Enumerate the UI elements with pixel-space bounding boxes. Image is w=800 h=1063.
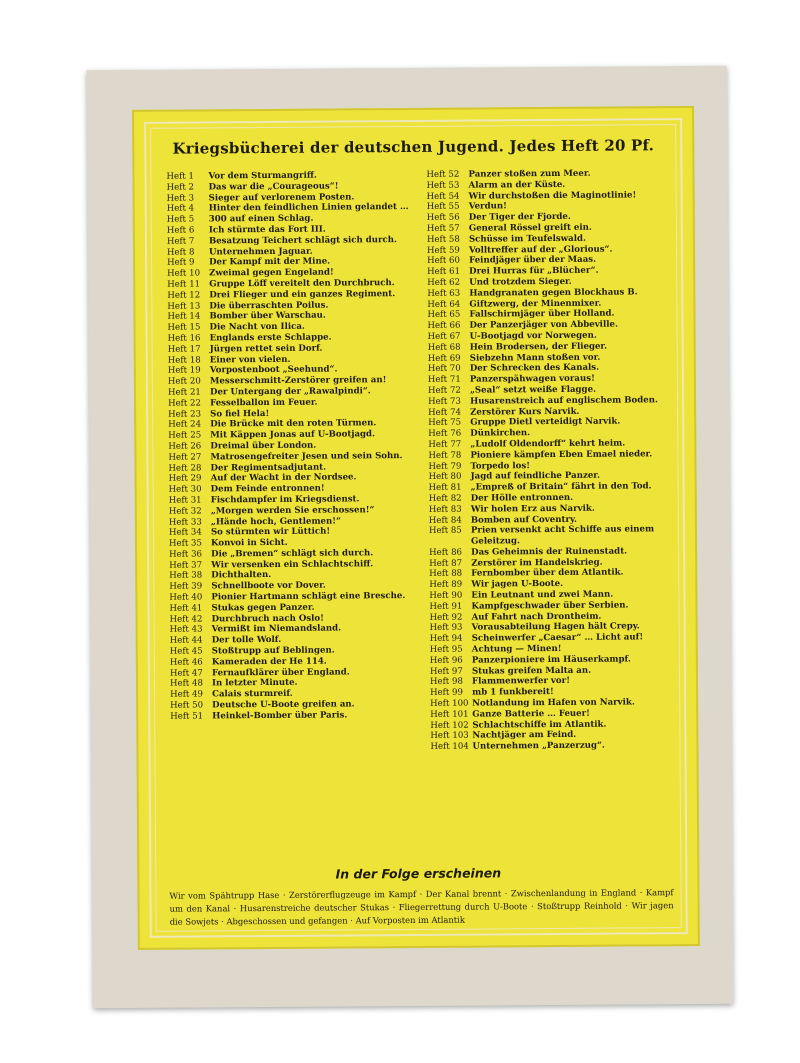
issue-number: Heft 64: [427, 299, 461, 310]
issue-number: Heft 72: [427, 385, 461, 396]
issue-number: Heft 37: [169, 560, 203, 571]
issue-title: Stukas greifen Malta an.: [471, 665, 592, 677]
issue-number: Heft 8: [166, 247, 195, 258]
issue-number: Heft 104: [430, 741, 469, 753]
issue-title: Die „Bremen“ schlägt sich durch.: [211, 548, 374, 560]
issue-number: Heft 19: [167, 365, 201, 377]
issue-title: Vorausabteilung Hagen hält Crepy.: [471, 621, 640, 634]
issue-title: Vorpostenboot „Seehund“.: [209, 364, 338, 376]
issue-number: Heft 88: [429, 569, 463, 580]
issue-title: Unternehmen Jaguar.: [208, 246, 313, 257]
issue-title: Der Tiger der Fjorde.: [468, 212, 571, 223]
issue-number: Heft 93: [429, 623, 463, 634]
issue-number: Heft 36: [169, 549, 203, 560]
issue-title: Fallschirmjäger über Holland.: [469, 308, 615, 320]
issue-title: Wir versenken ein Schlachtschiff.: [211, 558, 374, 571]
issue-title: „Morgen werden Sie erschossen!“: [210, 504, 375, 517]
issue-number: Heft 82: [428, 493, 462, 504]
issue-number: Heft 10: [167, 268, 201, 279]
issue-entry: [430, 740, 680, 753]
issue-title: Wir jagen U-Boote.: [471, 579, 564, 590]
issue-number: Heft 29: [168, 473, 202, 484]
issue-number: Heft 98: [429, 677, 463, 688]
issue-number: Heft 86: [429, 547, 463, 558]
issue-number: Heft 1: [166, 171, 194, 182]
issue-number: Heft 78: [428, 450, 462, 461]
issue-number: Heft 57: [426, 223, 460, 234]
upcoming-titles: Wir vom Spähtrupp Hase · Zerstörerflugzeuge im Kampf · Der Kanal brennt · Zwischenlandung in England · Kampf um den Kanal · Husarenstreiche deutscher Stukas · Fliegerrettung durch U-Boote · Stoßtrupp Reinhold · Wir jagen die Sowjets · Abgeschossen und gefangen · Auf Vorposten im Atlantik: [169, 887, 674, 927]
issue-title: Ich stürmte das Fort III.: [208, 224, 326, 236]
issue-title: Siebzehn Mann stoßen vor.: [469, 352, 601, 364]
issue-number: Heft 66: [427, 320, 461, 332]
issue-column-left: [166, 170, 420, 722]
issue-title: Torpedo los!: [470, 460, 531, 472]
issue-number: Heft 38: [169, 570, 203, 582]
issue-title: Dünkirchen.: [470, 428, 531, 439]
issue-title: Flammenwerfer vor!: [471, 676, 570, 688]
issue-title: Heinkel-Bomber über Paris.: [212, 710, 348, 722]
issue-title: Prien versenkt acht Schiffe aus einem Geleitzug.: [470, 524, 655, 547]
issue-number: Heft 41: [169, 603, 203, 614]
issue-title: Die überraschten Poilus.: [209, 300, 329, 311]
issue-number: Heft 60: [427, 256, 461, 267]
issue-number: Heft 20: [167, 376, 201, 387]
issue-number: Heft 51: [170, 711, 204, 722]
yellow-title-panel: [132, 106, 700, 950]
issue-number: Heft 16: [167, 333, 201, 344]
issue-number: Heft 74: [428, 407, 462, 418]
issue-title: Gruppe Dietl verteidigt Narvik.: [470, 416, 621, 428]
issue-title: Wir durchstoßen die Maginotlinie!: [468, 190, 637, 202]
issue-title: Vermißt im Niemandsland.: [211, 623, 342, 635]
issue-number: Heft 11: [167, 279, 201, 290]
issue-number: Heft 92: [429, 612, 463, 623]
issue-number: Heft 67: [427, 331, 461, 342]
issue-title: Dreimal über London.: [210, 440, 317, 452]
issue-number: Heft 62: [427, 277, 461, 288]
issue-title: Sieger auf verlorenem Posten.: [208, 191, 355, 203]
issue-number: Heft 103: [430, 731, 469, 742]
issue-number: Heft 14: [167, 311, 201, 323]
issue-title: U-Bootjagd vor Norwegen.: [469, 330, 597, 342]
issue-column-right: [426, 168, 680, 753]
issue-title: Achtung — Minen!: [471, 644, 562, 655]
issue-title: Notlandung im Hafen von Narvik.: [472, 697, 635, 709]
issue-number: Heft 65: [427, 310, 461, 321]
issue-number: Heft 58: [426, 234, 460, 245]
issue-number: Heft 85: [428, 525, 462, 537]
issue-number: Heft 25: [168, 430, 202, 441]
issue-title: Jürgen rettet sein Dorf.: [209, 343, 323, 355]
issue-title: Verdun!: [468, 201, 507, 212]
issue-number: Heft 69: [427, 353, 461, 364]
issue-title: Deutsche U-Boote greifen an.: [212, 699, 355, 711]
issue-number: Heft 15: [167, 322, 201, 333]
issue-title: Der Panzerjäger von Abbeville.: [469, 319, 618, 331]
issue-number: Heft 31: [168, 495, 202, 506]
issue-title: 300 auf einen Schlag.: [208, 213, 314, 225]
issue-title: Panzerspähwagen voraus!: [469, 373, 595, 385]
issue-title: Kameraden der He 114.: [211, 656, 327, 668]
issue-title: Handgranaten gegen Blockhaus B.: [469, 287, 638, 299]
issue-title: Bomben auf Coventry.: [470, 514, 578, 526]
issue-number: Heft 4: [166, 203, 195, 215]
issue-number: Heft 47: [169, 668, 203, 679]
issue-title: Stukas gegen Panzer.: [211, 602, 315, 614]
issue-title: Der Untergang der „Rawalpindi“.: [209, 386, 371, 398]
issue-number: Heft 53: [426, 180, 460, 191]
issue-number: Heft 28: [168, 462, 202, 474]
issue-number: Heft 59: [426, 245, 460, 256]
issue-number: Heft 12: [167, 290, 201, 301]
issue-number: Heft 100: [430, 698, 469, 709]
issue-title: Einer von vielen.: [209, 354, 291, 365]
issue-number: Heft 70: [427, 363, 461, 375]
issue-number: Heft 44: [169, 635, 203, 646]
issue-title: „Ludolf Oldendorff“ kehrt heim.: [470, 438, 626, 450]
issue-number: Heft 102: [430, 720, 469, 731]
issue-number: Heft 24: [168, 419, 202, 431]
issue-title: Zweimal gegen Engeland!: [209, 267, 334, 279]
issue-title: Ein Leutnant und zwei Mann.: [471, 589, 614, 601]
issue-number: Heft 101: [430, 709, 469, 720]
upcoming-heading: In der Folge erscheinen: [335, 865, 502, 882]
issue-title: Panzer stoßen zum Meer.: [468, 168, 591, 180]
issue-title: Bomber über Warschau.: [209, 310, 326, 322]
issue-number: Heft 13: [167, 301, 201, 312]
issue-number: Heft 7: [166, 236, 195, 247]
issue-number: Heft 2: [166, 182, 195, 193]
issue-number: Heft 54: [426, 191, 460, 202]
issue-title: Nachtjäger am Feind.: [472, 730, 577, 742]
issue-title: Kampfgeschwader über Serbien.: [471, 600, 629, 612]
issue-number: Heft 63: [427, 288, 461, 299]
issue-title: Englands erste Schlappe.: [209, 332, 332, 344]
issue-number: Heft 97: [429, 666, 463, 677]
issue-title: Der Schrecken des Kanals.: [469, 363, 600, 374]
issue-number: Heft 23: [168, 408, 202, 420]
issue-title: Zerstörer im Handelskrieg.: [471, 557, 603, 569]
issue-title: Die Brücke mit den roten Türmen.: [210, 418, 377, 430]
issue-title: Stoßtrupp auf Beblingen.: [211, 645, 335, 657]
issue-number: Heft 52: [426, 169, 460, 180]
issue-number: Heft 61: [427, 266, 461, 278]
issue-number: Heft 75: [428, 417, 462, 429]
issue-number: Heft 48: [169, 678, 203, 690]
issue-title: Die Nacht von Ilica.: [209, 321, 305, 333]
issue-number: Heft 45: [169, 646, 203, 657]
issue-title: Volltreffer auf der „Glorious“.: [468, 244, 613, 256]
issue-number: Heft 87: [429, 558, 463, 569]
issue-title: Ganze Batterie … Feuer!: [472, 708, 590, 720]
issue-number: Heft 26: [168, 441, 202, 452]
issue-number: Heft 42: [169, 614, 203, 625]
issue-title: Gruppe Löff vereitelt den Durchbruch.: [209, 278, 395, 290]
issue-number: Heft 39: [169, 581, 203, 592]
issue-number: Heft 34: [168, 527, 202, 538]
issue-number: Heft 49: [170, 689, 204, 700]
issue-number: Heft 99: [430, 687, 464, 699]
issue-title: Fischdampfer im Kriegsdienst.: [210, 494, 360, 506]
issue-title: Calais sturmreif.: [212, 689, 293, 700]
issue-title: Jagd auf feindliche Panzer.: [470, 470, 601, 482]
issue-title: Auf der Wacht in der Nordsee.: [210, 472, 357, 484]
issue-number: Heft 71: [427, 374, 461, 386]
issue-title: Und trotzdem Sieger.: [469, 276, 572, 288]
issue-title: General Rössel greift ein.: [468, 222, 592, 234]
issue-number: Heft 9: [167, 257, 195, 269]
issue-number: Heft 94: [429, 633, 463, 645]
issue-title: Der Regimentsadjutant.: [210, 462, 327, 473]
issue-title: Husarenstreich auf englischem Boden.: [470, 395, 658, 407]
issue-title: Schlachtschiffe im Atlantik.: [472, 719, 607, 731]
issue-number: Heft 89: [429, 579, 463, 591]
issue-title: Fernbomber über dem Atlantik.: [471, 567, 624, 580]
issue-title: Der tolle Wolf.: [211, 635, 282, 646]
issue-title: Messerschmitt-Zerstörer greifen an!: [209, 375, 387, 387]
issue-title: Das Geheimnis der Ruinenstadt.: [471, 546, 628, 558]
issue-title: „Empreß of Britain“ fährt in den Tod.: [470, 481, 652, 493]
issue-number: Heft 55: [426, 202, 460, 213]
issue-title: Panzerpioniere im Häuserkampf.: [471, 654, 631, 666]
issue-number: Heft 73: [428, 396, 461, 407]
issue-title: Dem Feinde entronnen!: [210, 483, 325, 495]
issue-title: Vor dem Sturmangriff.: [208, 170, 317, 182]
issue-title: Unternehmen „Panzerzug“.: [472, 740, 605, 752]
issue-number: Heft 43: [169, 624, 203, 636]
issue-title: Dichthalten.: [211, 570, 272, 581]
issue-number: Heft 32: [168, 506, 202, 517]
issue-title: Feindjäger über der Maas.: [469, 255, 597, 266]
issue-number: Heft 6: [166, 225, 195, 236]
issue-number: Heft 56: [426, 212, 460, 224]
issue-title: So stürmten wir Lüttich!: [210, 526, 331, 538]
issue-title: Giftzwerg, der Minenmixer.: [469, 298, 602, 310]
issue-title: Zerstörer Kurs Narvik.: [470, 406, 580, 418]
issue-number: Heft 79: [428, 461, 462, 472]
issue-number: Heft 80: [428, 471, 462, 483]
issue-title: Hinter den feindlichen Linien gelandet …: [208, 202, 409, 214]
issue-title: Wir holen Erz aus Narvik.: [470, 503, 595, 515]
issue-number: Heft 46: [169, 657, 203, 668]
issue-title: Der Kampf mit der Mine.: [209, 256, 331, 268]
issue-title: Pioniere kämpfen Eben Emael nieder.: [470, 449, 653, 461]
issue-number: Heft 84: [428, 515, 462, 526]
issue-number: Heft 95: [429, 644, 463, 655]
issue-number: Heft 83: [428, 504, 462, 515]
issue-number: Heft 3: [166, 193, 195, 204]
issue-title: Konvoi in Sicht.: [211, 537, 288, 549]
issue-title: So fiel Hela!: [210, 408, 270, 419]
issue-number: Heft 40: [169, 592, 203, 603]
issue-number: Heft 77: [428, 439, 462, 450]
issue-number: Heft 30: [168, 484, 202, 495]
issue-title: Scheinwerfer „Caesar“ … Licht auf!: [471, 632, 644, 644]
issue-title: Hein Brodersen, der Flieger.: [469, 341, 608, 353]
issue-title: Durchbruch nach Oslo!: [211, 613, 324, 625]
issue-title: Das war die „Courageous“!: [208, 181, 339, 193]
issue-number: Heft 91: [429, 601, 463, 612]
issue-number: Heft 27: [168, 452, 202, 463]
issue-number: Heft 33: [168, 516, 202, 528]
issue-number: Heft 96: [429, 655, 463, 666]
issue-title: Der Hölle entronnen.: [470, 492, 574, 504]
issue-title: „Seal“ setzt weiße Flagge.: [469, 384, 597, 396]
issue-title: Drei Flieger und ein ganzes Regiment.: [209, 288, 396, 301]
issue-number: Heft 68: [427, 342, 461, 353]
booklet-back-cover: [87, 66, 734, 1008]
issue-title: Drei Hurras für „Blücher“.: [469, 265, 599, 277]
issue-number: Heft 35: [169, 538, 202, 549]
issue-title: Pionier Hartmann schlägt eine Bresche.: [211, 591, 406, 603]
issue-number: Heft 18: [167, 355, 201, 366]
issue-number: Heft 5: [166, 214, 195, 225]
issue-number: Heft 17: [167, 344, 201, 355]
issue-number: Heft 50: [170, 700, 204, 711]
issue-title: In letzter Minute.: [211, 678, 298, 689]
issue-title: mb 1 funkbereit!: [472, 687, 554, 698]
issue-entry: [429, 524, 679, 547]
issue-number: Heft 90: [429, 590, 463, 601]
issue-title: Auf Fahrt nach Drontheim.: [471, 611, 602, 623]
issue-title: Mit Käppen Jonas auf U-Bootjagd.: [210, 429, 376, 441]
issue-title: Besatzung Teichert schlägt sich durch.: [208, 234, 397, 247]
issue-number: Heft 22: [168, 398, 201, 409]
issue-title: Matrosengefreiter Jesen und sein Sohn.: [210, 450, 403, 463]
issue-title: Fernaufklärer über England.: [211, 667, 350, 679]
issue-title: „Hände hoch, Gentlemen!“: [210, 515, 341, 527]
issue-number: Heft 21: [167, 387, 201, 398]
issue-title: Schüsse im Teufelswald.: [468, 233, 587, 245]
issue-title: Fesselballon im Feuer.: [210, 397, 318, 409]
issue-number: Heft 76: [428, 428, 462, 439]
issue-entry: [170, 710, 420, 723]
issue-number: Heft 81: [428, 482, 462, 493]
series-heading: Kriegsbücherei der deutschen Jugend. Jedes Heft 20 Pf.: [172, 136, 655, 158]
issue-title: Alarm an der Küste.: [468, 179, 566, 191]
issue-title: Schnellboote vor Dover.: [211, 580, 326, 592]
